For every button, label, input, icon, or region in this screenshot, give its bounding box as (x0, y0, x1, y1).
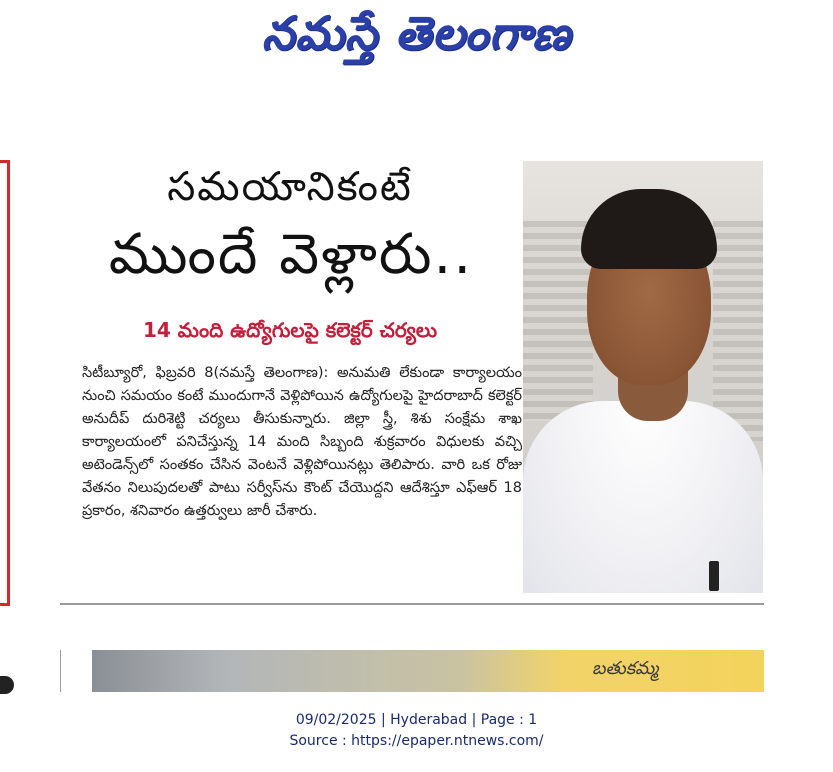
accent-bar (0, 160, 10, 606)
edge-fragment (0, 676, 14, 694)
shirt (523, 401, 763, 593)
edition-info: 09/02/2025 | Hyderabad | Page : 1 (295, 712, 538, 728)
newspaper-title: నమస్తే తెలంగాణ (261, 6, 572, 60)
masthead (0, 6, 833, 72)
chair-right (713, 221, 763, 441)
headline-line-2: ముందే వెళ్లారు.. (108, 222, 474, 287)
subheadline: 14 మంది ఉద్యోగులపై కలెక్టర్ చర్యలు (143, 318, 437, 342)
collector-photo (523, 161, 763, 593)
source-link[interactable]: Source : https://epaper.ntnews.com/ (289, 733, 544, 749)
pen-icon (709, 561, 719, 591)
next-article-photo (92, 650, 764, 692)
page-footer (0, 710, 833, 752)
hair (581, 189, 717, 269)
next-article-text: బతుకమ్మ (592, 658, 659, 679)
headline-line-1: సమయానికంటే (167, 164, 413, 210)
column-divider (60, 650, 61, 692)
section-divider (60, 603, 764, 605)
article-body: సిటీబ్యూరో, ఫిబ్రవరి 8(నమస్తే తెలంగాణ): అనుమతి లేకుండా కార్యాలయం నుంచి సమయం కంటే ముందుగానే వెళ్లిపోయిన ఉద్యోగులపై హైదరాబాద్ కలెక్టర్ అనుదీప్ దురిశెట్టి చర్యలు తీసుకున్నారు. జిల్లా స్త్రీ, శిశు సంక్షేమ శాఖ కార్యాలయంలో పనిచేస్తున్న 14 మంది సిబ్బంది శుక్రవారం విధులకు వచ్చి అటెండెన్స్‌లో సంతకం చేసిన వెంటనే వెళ్లిపోయినట్లు తెలిపారు. వారి ఒక రోజు వేతనం నిలుపుదలతో పాటు సర్వీస్‌ను కౌంట్ చేయొద్దని ఆదేశిస్తూ ఎఫ్ఆర్ 18 ప్రకారం, శనివారం ఉత్తర్వులు జారీ చేశారు. (82, 365, 522, 519)
